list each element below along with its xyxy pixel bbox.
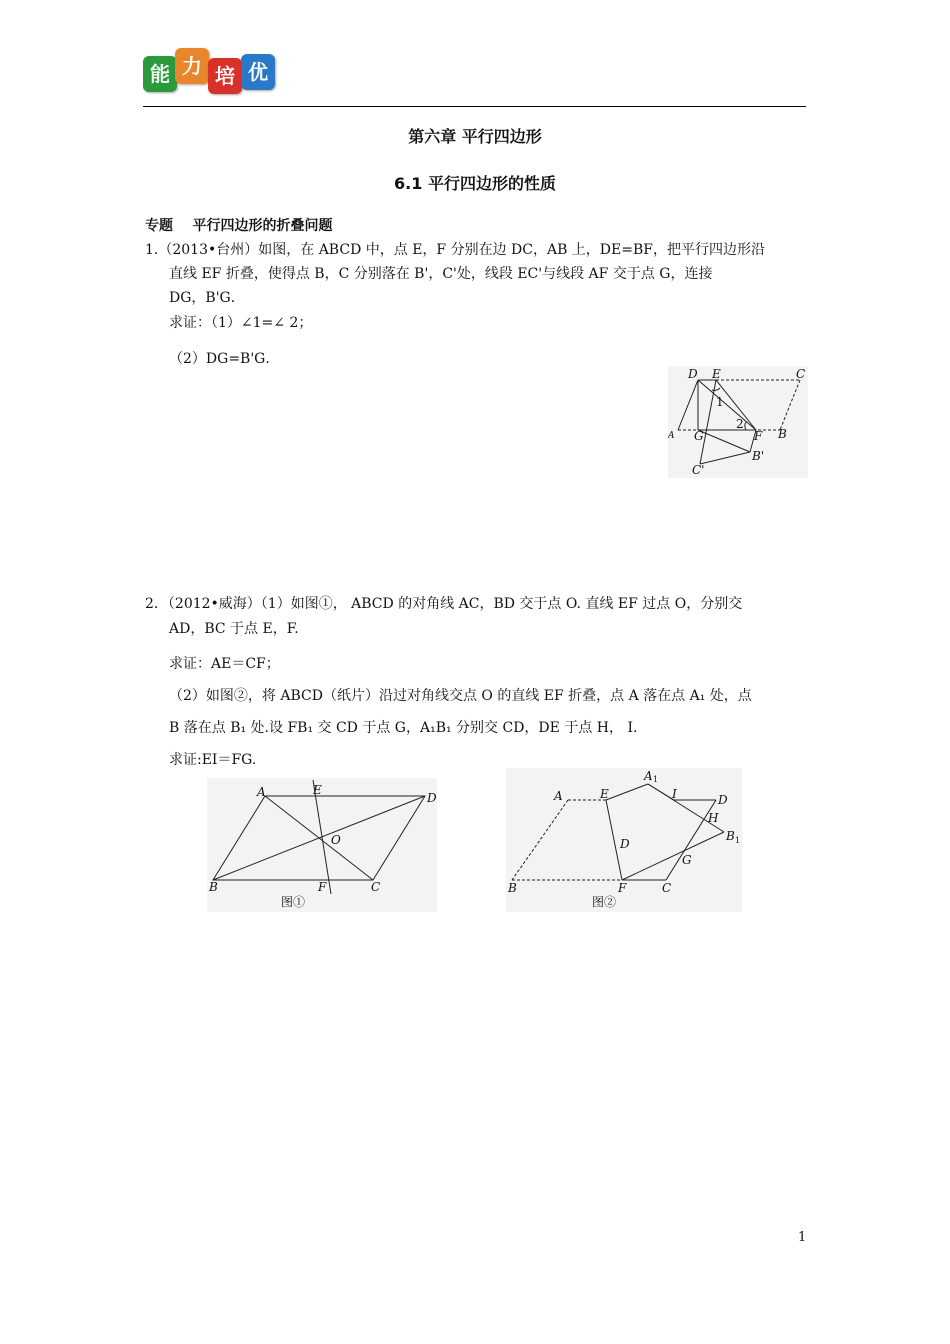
logo bbox=[143, 48, 278, 94]
problem1-proof2: （2）DG=B'G． bbox=[169, 351, 280, 367]
fig2b-label-A: A bbox=[554, 789, 563, 803]
fig2a-label-A: A bbox=[257, 785, 266, 799]
fig2a-caption: 图① bbox=[281, 895, 306, 909]
problem2-line1: 2．（2012•威海）（1）如图①， ABCD 的对角线 AC，BD 交于点 O. 直线 EF 过点 O，分别交 bbox=[145, 596, 743, 612]
fig2b-label-B1: B bbox=[726, 829, 735, 843]
fig2a-label-O: O bbox=[331, 833, 341, 847]
problem2-figure2 bbox=[506, 768, 742, 912]
fig2b-label-G: G bbox=[682, 853, 692, 867]
problem2-figure1 bbox=[207, 778, 437, 912]
problem2-proof1: 求证：AE＝CF； bbox=[169, 656, 280, 672]
problem1-line2: 直线 EF 折叠，使得点 B，C 分别落在 B'，C'处，线段 EC'与线段 AF 交于点 G，连接 bbox=[169, 266, 713, 282]
fig2a-label-E: E bbox=[313, 783, 322, 797]
fig2a-label-B: B bbox=[209, 880, 218, 894]
fig1-label-F: F bbox=[754, 429, 763, 443]
fig2b-label-D: D bbox=[718, 793, 728, 807]
fig1-label-Bprime: B' bbox=[752, 449, 765, 463]
page-number: 1 bbox=[798, 1230, 807, 1245]
fig1-label-angle2: 2 bbox=[736, 417, 744, 431]
fig2b-label-B1-sub: 1 bbox=[735, 836, 741, 845]
fig2a-label-C: C bbox=[371, 880, 381, 894]
problem1-line1: 1.（2013•台州）如图，在 ABCD 中，点 E，F 分别在边 DC，AB 上，DE=BF，把平行四边形沿 bbox=[145, 242, 765, 258]
fig2a-label-F: F bbox=[318, 880, 327, 894]
fig2b-label-B: B bbox=[508, 881, 517, 895]
problem2-line2: AD，BC 于点 E，F. bbox=[169, 621, 299, 637]
chapter-title: 第六章 平行四边形 bbox=[408, 127, 542, 146]
fig2b-caption: 图② bbox=[592, 895, 617, 909]
fig2b-label-I: I bbox=[672, 787, 677, 801]
fig1-label-B: B bbox=[778, 427, 787, 441]
fig2b-label-C: C bbox=[662, 881, 672, 895]
problem1-figure bbox=[668, 366, 808, 478]
logo-char-1: 能 bbox=[143, 56, 177, 92]
logo-char-4: 优 bbox=[241, 54, 275, 90]
fig2a-label-D: D bbox=[427, 791, 437, 805]
fig1-label-G: G bbox=[694, 429, 704, 443]
section-title: 6.1 平行四边形的性质 bbox=[394, 174, 556, 193]
fig2b-label-F: F bbox=[618, 881, 627, 895]
logo-char-2: 力 bbox=[175, 48, 209, 84]
problem2-proof2: 求证:EI＝FG. bbox=[169, 752, 257, 768]
fig2b-label-Dmid: D bbox=[620, 837, 630, 851]
header-rule bbox=[143, 106, 806, 107]
fig1-label-Cprime: C' bbox=[692, 463, 705, 477]
problem2-part2-line2: B 落在点 B₁ 处.设 FB₁ 交 CD 于点 G，A₁B₁ 分别交 CD，DE 于点 H， I. bbox=[169, 720, 638, 736]
fig2b-label-E: E bbox=[600, 787, 609, 801]
fig1-label-angle1: 1 bbox=[716, 395, 724, 409]
problem2-part2-line1: （2）如图②，将 ABCD（纸片）沿过对角线交点 O 的直线 EF 折叠，点 A 落在点 A₁ 处，点 bbox=[169, 688, 752, 704]
fig1-label-C: C bbox=[796, 367, 806, 381]
fig2b-label-A1: A bbox=[644, 769, 653, 783]
fig1-label-A: A bbox=[668, 431, 675, 441]
fig2b-label-H: H bbox=[708, 811, 719, 825]
problem1-proof1: 求证：（1）∠1=∠ 2； bbox=[169, 315, 313, 331]
fig1-label-D: D bbox=[688, 367, 698, 381]
fig1-label-E: E bbox=[712, 367, 721, 381]
fig2b-label-A1-sub: 1 bbox=[653, 775, 659, 784]
logo-char-3: 培 bbox=[208, 58, 242, 94]
topic-heading: 专题 平行四边形的折叠问题 bbox=[145, 218, 333, 234]
problem1-line3: DG，B'G． bbox=[169, 290, 245, 306]
